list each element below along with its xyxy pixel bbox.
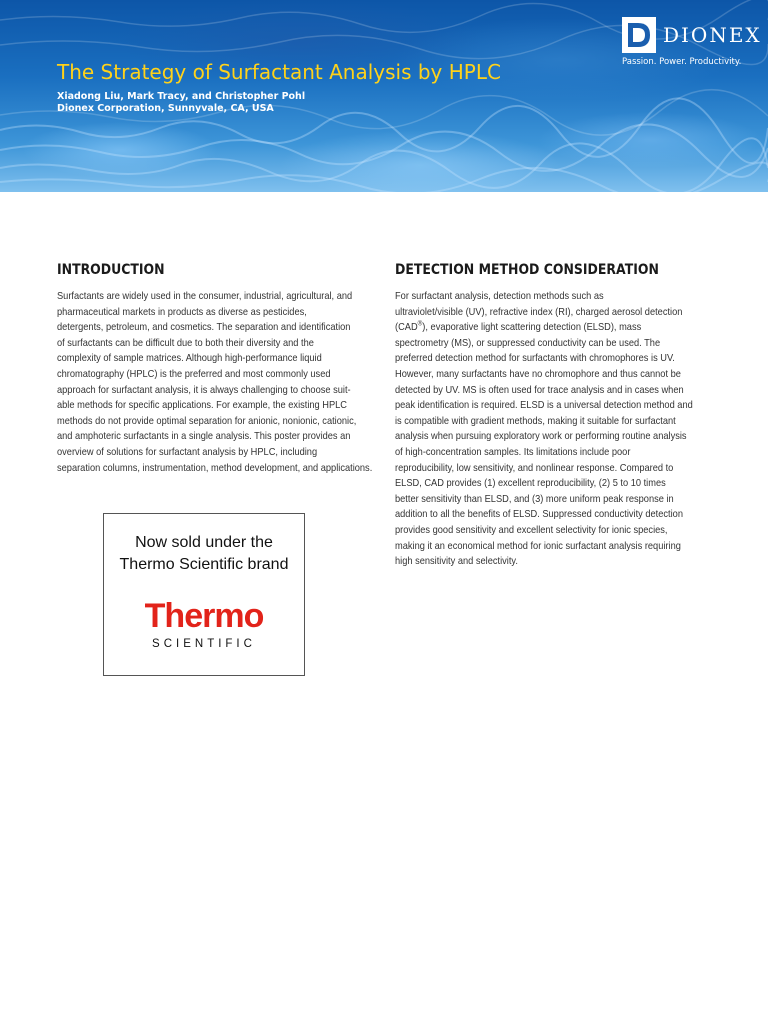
text-line: preferred detection method for surfactants with chromophores is UV. [395,353,675,365]
text-line: better sensitivity than ELSD, and (3) more uniform peak response in [395,493,674,505]
text-line: is compatible with gradient methods, making it suitable for surfactant [395,415,676,427]
brand-tagline: Passion. Power. Productivity. [622,57,742,67]
text-line: For surfactant analysis, detection methods such as [395,291,604,302]
authors: Xiadong Liu, Mark Tracy, and Christopher Pohl [57,91,306,102]
text-line: high sensitivity and selectivity. [395,556,518,568]
text-line: Surfactants are widely used in the consumer, industrial, agricultural, and [57,291,353,302]
dionex-logo-icon [622,17,656,53]
poster-title: The Strategy of Surfactant Analysis by HPLC [57,60,501,84]
thermo-logo-word: Thermo [144,597,264,635]
text-line: overview of solutions for surfactant analysis by HPLC, including [57,446,318,458]
text-line: detergents, petroleum, and cosmetics. The separation and identification [57,322,351,334]
text-line: pharmaceutical markets in products as diverse as pesticides, [57,306,307,318]
text-line: ELSD, CAD provides (1) excellent reproducibility, (2) 5 to 10 times [395,478,666,490]
cad-rest: ), evaporative light scattering detection (ELSD), mass [422,322,642,334]
text-line: spectrometry (MS), or suppressed conductivity can be used. The [395,337,661,349]
text-line: complexity of sample matrices. Although high-performance liquid [57,353,322,365]
registered-mark: ® [417,320,423,328]
text-line: of high-concentration samples. Its limitations include poor [395,446,631,458]
detection-heading: DETECTION METHOD CONSIDERATION [395,262,659,278]
text-line: approach for surfactant analysis, it is always challenging to choose suit- [57,384,351,396]
introduction-heading: INTRODUCTION [57,262,165,278]
notice-line-2: Thermo Scientific brand [119,556,289,573]
text-line: methods do not provide optimal separation for anionic, nonionic, cationic, [57,415,357,427]
text-line: provides good sensitivity and excellent selectivity for ionic species, [395,524,668,536]
text-line [395,320,681,336]
header-banner [0,0,768,192]
notice-line-1: Now sold under the [135,534,273,551]
text-line: chromatography (HPLC) is the preferred and most commonly used [57,368,331,380]
text-line: separation columns, instrumentation, method development, and applications. [57,462,373,474]
dionex-logo [622,17,762,53]
text-line: reproducibility, low sensitivity, and nonlinear response. Compared to [395,462,674,474]
dionex-wordmark: DIONEX [663,23,762,47]
text-line: However, many surfactants have no chromophore and thus cannot be [395,368,681,380]
text-line: peak identification is required. ELSD is a universal detection method and [395,400,693,412]
text-line: making it an economical method for ionic surfactant analysis requiring [395,540,681,552]
text-line: addition to all the benefits of ELSD. Suppressed conductivity detection [395,509,683,521]
text-line: of surfactants can be difficult due to both their diversity and the [57,337,314,349]
cad-open: (CAD [395,322,418,334]
text-line: and amphoteric surfactants in a single analysis. This poster provides an [57,431,351,443]
affiliation: Dionex Corporation, Sunnyvale, CA, USA [57,103,274,114]
thermo-logo-subtitle: SCIENTIFIC [152,638,256,650]
detection-text [395,289,713,570]
introduction-text [57,289,375,476]
thermo-notice-box [103,513,305,676]
text-line: able methods for specific applications. For example, the existing HPLC [57,400,348,412]
text-line: analysis when pursuing exploratory work or performing routine analysis [395,431,687,443]
text-line: ultraviolet/visible (UV), refractive index (RI), charged aerosol detection [395,306,683,318]
text-line: detected by UV. MS is often used for trace analysis and in cases when [395,384,684,396]
